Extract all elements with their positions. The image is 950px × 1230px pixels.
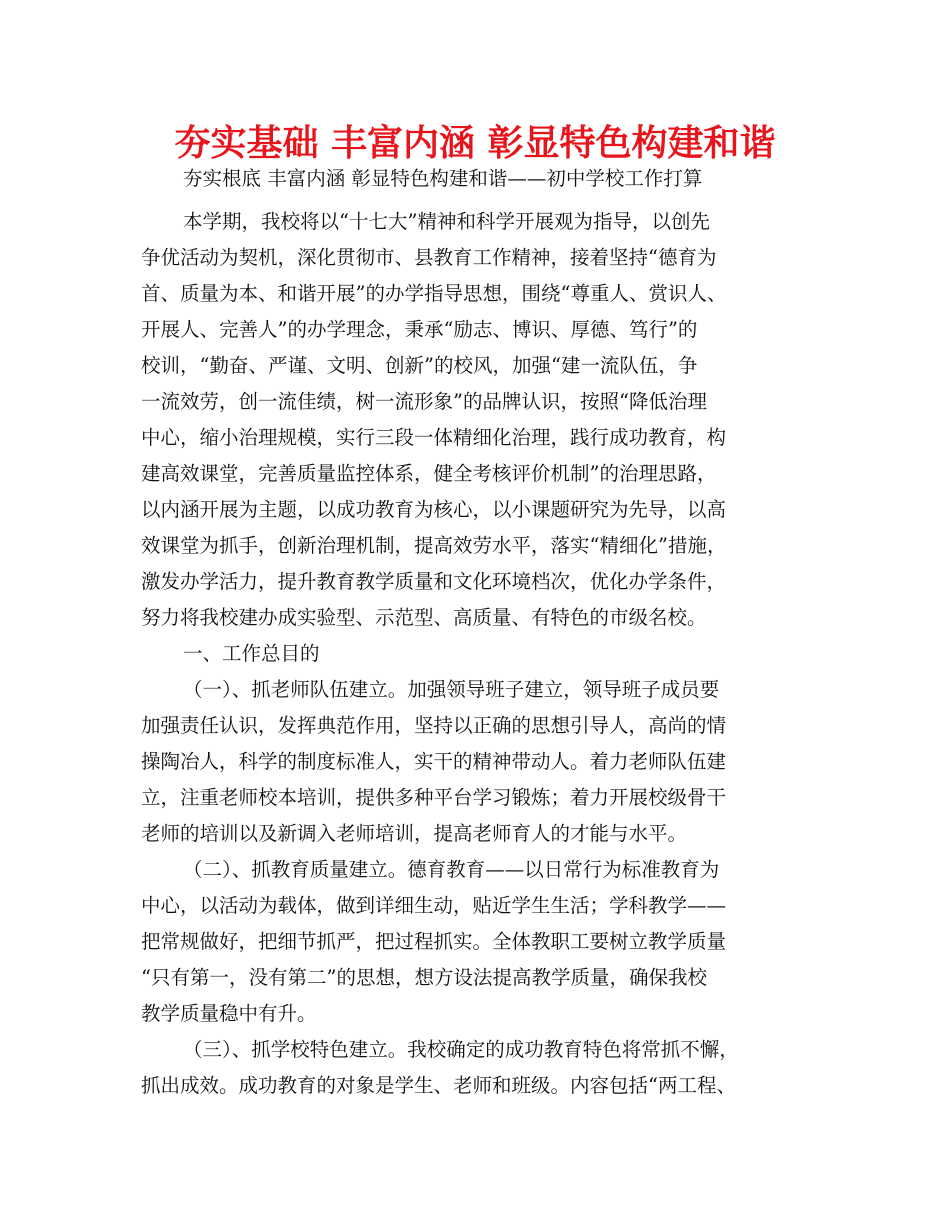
body-line: 一流效劳，创一流佳绩，树一流形象”的品牌认识，按照“降低治理: [141, 390, 707, 413]
document-title: 夯实基础 丰富内涵 彰显特色构建和谐: [174, 123, 776, 164]
body-line: “只有第一，没有第二”的思想，想方设法提高教学质量，确保我校: [141, 966, 707, 989]
body-line: 把常规做好，把细节抓严，把过程抓实。全体教职工要树立教学质量: [141, 930, 727, 953]
body-line: （三）、抓学校特色建立。我校确定的成功教育特色将常抓不懈，: [183, 1038, 739, 1061]
body-line: 努力将我校建办成实验型、示范型、高质量、有特色的市级名校。: [141, 606, 707, 629]
body-line: 加强责任认识，发挥典范作用，坚持以正确的思想引导人，高尚的情: [141, 714, 727, 737]
body-line: 立，注重老师校本培训，提供多种平台学习锻炼；着力开展校级骨干: [141, 786, 727, 809]
body-line: 激发办学活力，提升教育教学质量和文化环境档次，优化办学条件，: [141, 570, 727, 593]
body-line: 校训，“勤奋、严谨、文明、创新”的校风，加强“建一流队伍，争: [141, 354, 698, 377]
body-line: 效课堂为抓手，创新治理机制，提高效劳水平，落实“精细化”措施，: [141, 534, 727, 557]
body-line: 争优活动为契机，深化贯彻市、县教育工作精神，接着坚持“德育为: [141, 246, 717, 269]
body-line: 本学期，我校将以“十七大”精神和科学开展观为指导，以创先: [183, 210, 710, 233]
body-line: 抓出成效。成功教育的对象是学生、老师和班级。内容包括“两工程、: [141, 1074, 736, 1097]
section-heading: 一、工作总目的: [183, 642, 320, 665]
body-line: 中心，以活动为载体，做到详细生动，贴近学生生活；学科教学——: [141, 894, 727, 917]
body-line: 中心，缩小治理规模，实行三段一体精细化治理，践行成功教育，构: [141, 426, 727, 449]
body-line: 教学质量稳中有升。: [141, 1002, 317, 1025]
document-subtitle: 夯实根底 丰富内涵 彰显特色构建和谐——初中学校工作打算: [183, 167, 703, 190]
body-line: 首、质量为本、和谐开展”的办学指导思想，围绕“尊重人、赏识人、: [141, 282, 727, 305]
body-line: 以内涵开展为主题，以成功教育为核心，以小课题研究为先导，以高: [141, 498, 727, 521]
body-line: 操陶冶人，科学的制度标准人，实干的精神带动人。着力老师队伍建: [141, 750, 727, 773]
body-line: （一）、抓老师队伍建立。加强领导班子建立，领导班子成员要: [183, 678, 720, 701]
body-line: 建高效课堂，完善质量监控体系，健全考核评价机制”的治理思路，: [141, 462, 717, 485]
body-line: 开展人、完善人”的办学理念，秉承“励志、博识、厚德、笃行”的: [141, 318, 698, 341]
body-line: 老师的培训以及新调入老师培训，提高老师育人的才能与水平。: [141, 822, 688, 845]
body-line: （二）、抓教育质量建立。德育教育——以日常行为标准教育为: [183, 858, 720, 881]
